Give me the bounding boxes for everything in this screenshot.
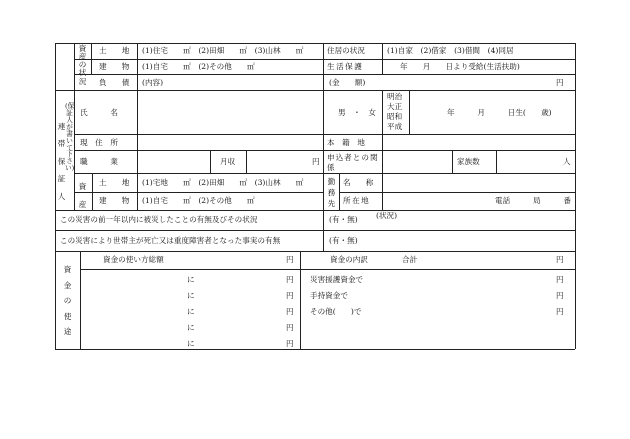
rule [74,74,575,75]
era-heisei: 平成 [387,122,403,131]
residence-label: 住居の状況 [327,46,365,55]
borrower-assets-section-label: 資産の状況 [78,44,87,86]
usage-row-yen: 円 [286,339,294,348]
rule [55,230,575,231]
usage-row-ni: に [187,339,195,348]
rule [74,90,75,210]
rule [496,150,497,173]
guarantor-building-label: 建 物 [99,196,130,205]
usage-row-ni: に [187,323,195,332]
debt-amount-label: (金 額) [329,78,366,87]
breakdown-item-label: 災害援護資金で [310,275,364,284]
rule [452,150,453,173]
borrower-building-items: (1)自宅 ㎡ (2)その他 ㎡ [142,62,255,71]
breakdown-item-label: その他( )で [310,307,362,316]
breakdown-item-yen: 円 [556,307,564,316]
debt-detail: (内容) [142,78,164,87]
era-meiji: 明治 [387,92,403,101]
rule [80,269,575,270]
rule [74,59,575,60]
welfare-value: 年 月 日より受給(生活扶助) [400,62,520,71]
rule [91,43,92,74]
residence-options: (1)自家 (2)借家 (3)借間 (4)同居 [387,46,514,55]
guarantor-name-label: 氏 名 [80,108,118,117]
prior-disaster-answer: (有・無) [329,215,358,224]
breakdown-item-yen: 円 [556,275,564,284]
rule [339,192,575,193]
debt-amount-unit: 円 [556,78,564,87]
rule [74,134,575,135]
borrower-land-items: (1)住宅 ㎡ (2)田畑 ㎡ (3)山林 ㎡ [142,46,304,55]
rule [382,173,383,210]
guarantor-land-label: 土 地 [99,178,130,187]
monthly-income-label: 月収 [220,157,236,166]
family-count-unit: 人 [563,157,571,166]
rule [74,173,575,174]
workplace-name-label: 名 称 [343,178,374,187]
usage-row-ni: に [187,291,195,300]
rule [55,349,575,350]
rule [575,43,576,349]
rule [382,43,383,74]
rule [55,43,575,44]
workplace-label: 勤務先 [327,177,336,208]
breakdown-total-label: 合計 [402,255,418,264]
rule [55,90,575,91]
rule [300,251,301,349]
guarantor-section-note: (保証人が書いて下さい) [65,102,75,173]
rule [55,251,575,252]
usage-total-unit: 円 [286,255,294,264]
rule [137,43,138,90]
rule [210,150,211,173]
rule [74,192,324,193]
rule [92,173,93,210]
usage-row-yen: 円 [286,275,294,284]
usage-total-label: 資金の使い方総額 [103,255,164,264]
rule [55,43,56,349]
guarantor-domicile-label: 本 籍 地 [327,138,365,147]
workplace-address-label: 所在地 [343,196,371,205]
rule [137,90,138,210]
usage-row-yen: 円 [286,307,294,316]
rule [382,150,383,173]
breakdown-total-unit: 円 [556,255,564,264]
rule [246,150,247,173]
guarantor-building-items: (1)自宅 ㎡ (2)その他 ㎡ [142,196,255,205]
rule [74,43,75,90]
guarantor-assets-label: 資産 [78,182,87,210]
borrower-building-label: 建 物 [99,62,130,71]
rule [409,90,410,134]
era-showa: 昭和 [387,112,403,121]
guarantor-address-label: 現 住 所 [80,138,118,147]
usage-row-ni: に [187,307,195,316]
debt-label: 負 債 [99,78,130,87]
guarantor-section-label: 連帯保証人 [57,122,66,201]
guarantor-birth-date: 年 月 日生( 歳) [447,108,552,117]
rule [74,150,575,151]
rule [323,210,324,251]
workplace-phone-label: 電話 局 番 [495,196,571,205]
breakdown-item-label: 手持資金で [310,291,348,300]
borrower-land-label: 土 地 [99,46,130,55]
prior-disaster-status: (状況) [376,211,398,220]
era-taisho: 大正 [387,102,403,111]
rule [382,90,383,150]
usage-row-ni: に [187,275,195,284]
guarantor-occupation-label: 職 業 [80,157,118,166]
breakdown-item-yen: 円 [556,291,564,300]
family-count-label: 家族数 [457,157,480,166]
funds-section-label: 資金の使途 [63,265,72,337]
breakdown-label: 資金の内訳 [330,255,368,264]
rule [80,251,81,349]
welfare-label: 生活保護 [327,62,364,71]
prior-disaster-question: この災害の前一年以内に被災したことの有無及びその状況 [60,215,258,224]
relation-label: 申込者との関係 [327,153,379,173]
householder-death-question: この災害により世帯主が死亡又は重度障害者となった事実の有無 [60,236,281,245]
rule [55,210,575,211]
usage-row-yen: 円 [286,291,294,300]
rule [323,90,324,210]
usage-row-yen: 円 [286,323,294,332]
guarantor-land-items: (1)宅地 ㎡ (2)田畑 ㎡ (3)山林 ㎡ [142,178,304,187]
rule [323,43,324,90]
monthly-income-unit: 円 [312,157,320,166]
rule [339,173,340,210]
householder-death-answer: (有・無) [329,236,358,245]
guarantor-gender: 男 ・ 女 [338,108,376,117]
